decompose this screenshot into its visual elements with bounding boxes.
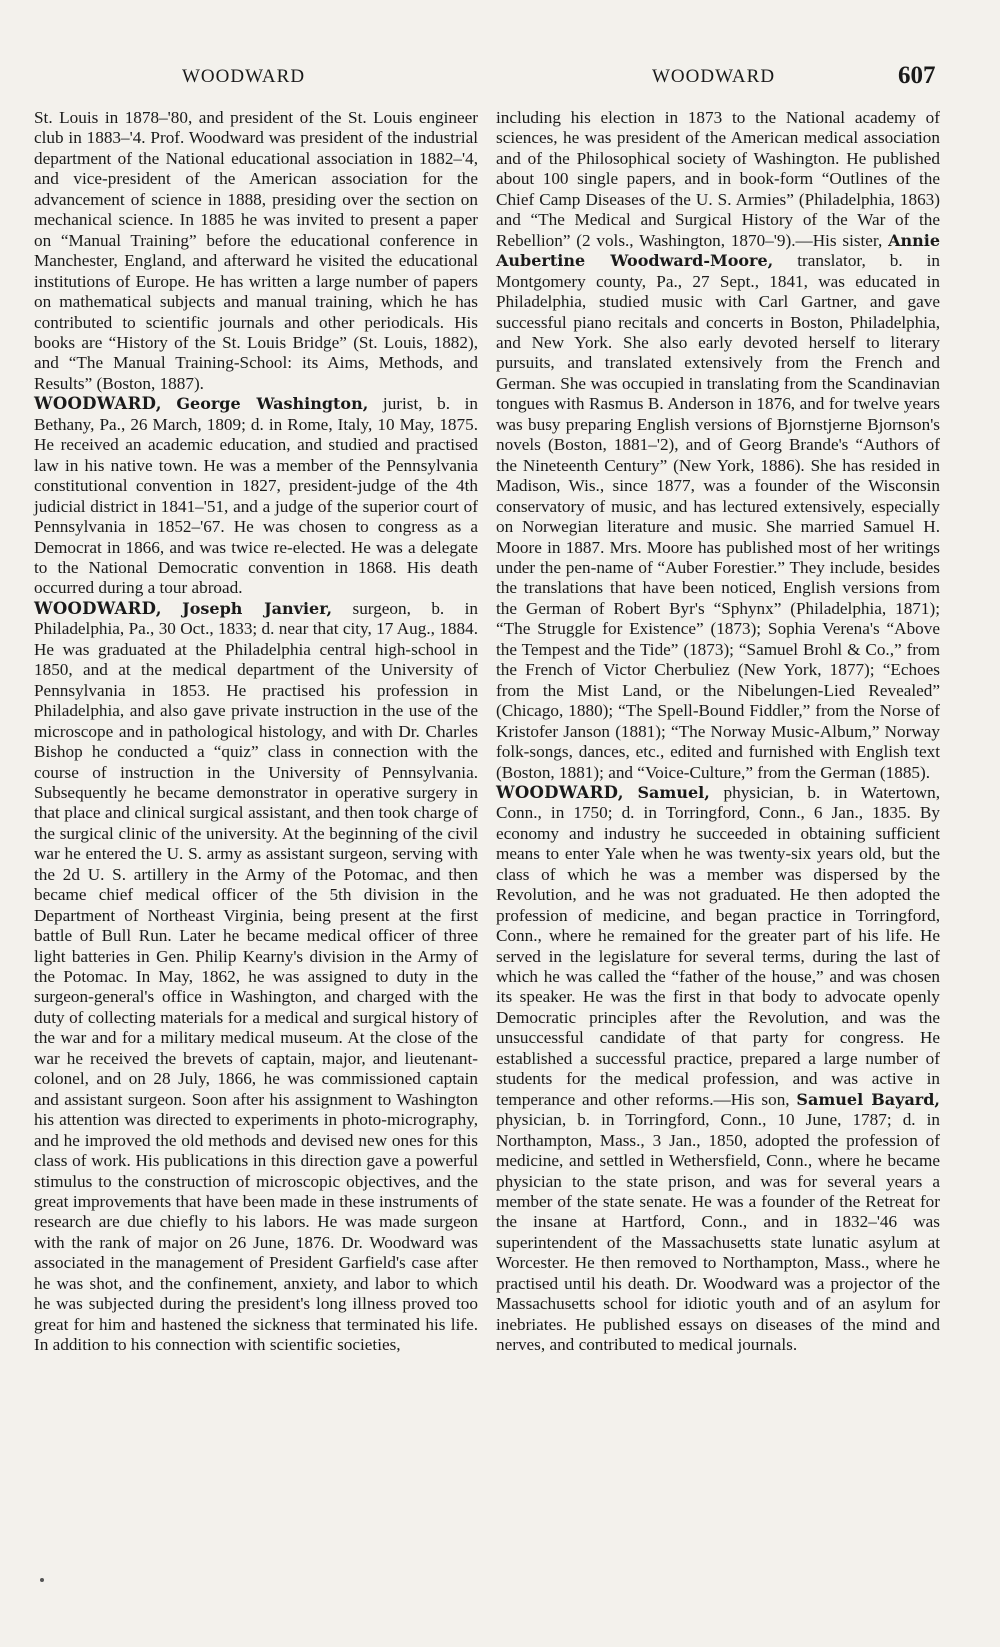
entry-headword-surname: WOODWARD, xyxy=(34,598,162,618)
sub-entry-name: Samuel Bayard, xyxy=(796,1089,940,1109)
entry-samuel-woodward xyxy=(496,783,940,1356)
entry-body: surgeon, b. in Philadelphia, Pa., 30 Oct., 1833; d. near that city, 17 Aug., 1884. He was graduated at the Philadelphia central high-school in 1850, and at the medical department of the University of Pennsylvania in 1853. He practised his profession in Philadelphia, and also gave private instruction in the use of the microscope and in pathological histology, and with Dr. Charles Bishop he conducted a “quiz” class in connection with the course of instruction in the University of Pennsylvania. Subsequently he became demonstrator in operative surgery in that place and clinical surgical assistant, and then took charge of the surgical clinic of the university. At the beginning of the civil war he entered the U. S. army as assistant surgeon, serving with the 2d U. S. artillery in the Army of the Potomac, and then became chief medical officer of the 5th division in the Department of Northeast Virginia, being present at the first battle of Bull Run. Later he became medical officer of three light batteries in Gen. Philip Kearny's division in the Army of the Potomac. In May, 1862, he was assigned to duty in the surgeon-general's office in Washington, and charged with the duty of collecting materials for a medical and surgical history of the war and for a military medical museum. At the close of the war he received the brevets of captain, major, and lieutenant-colonel, and on 28 July, 1866, he was commissioned captain and assistant surgeon. Soon after his assignment to Washington his attention was directed to experiments in photo-micrography, and he improved the old methods and devised new ones for this class of work. His publications in this direction gave a powerful stimulus to the construction of microscopic objectives, and the great improvements that have been made in these instruments of research are due chiefly to his labors. He was made surgeon with the rank of major on 26 June, 1876. Dr. Woodward was associated in the management of President Garfield's case after he was shot, and the confinement, anxiety, and labor to which he was subjected during the president's long illness proved too great for him and hastened the sickness that terminated his life. In addition to his connection with scientific societies, xyxy=(34,598,478,1355)
entry-headword-surname: WOODWARD, xyxy=(34,394,162,414)
paragraph-text: including his election in 1873 to the National academy of sciences, he was president of the American medical association and of the Philosophical society of Washington. He published about 100 single papers, and in book-form “Outlines of the Chief Camp Diseases of the U. S. Armies” (Philadelphia, 1863) and “The Medical and Surgical History of the War of the Rebellion” (2 vols., Washington, 1870–'9).—His sister, xyxy=(496,108,940,250)
page-number: 607 xyxy=(898,62,936,89)
continued-paragraph: St. Louis in 1878–'80, and president of the St. Louis engineer club in 1883–'4. Prof. Woodward was president of the industrial department of the National educational association in 1882–'4, and vice-president of the American association for the advancement of science in 1888, presiding over the section on mechanical science. In 1885 he was invited to present a paper on “Manual Training” before the educational conference in Manchester, England, and afterward he visited the educational institutions of Europe. He has written a large number of papers on mathematical subjects and manual training, which he has contributed to scientific journals and other periodicals. His books are “History of the St. Louis Bridge” (St. Louis, 1882), and “The Manual Training-School: its Aims, Methods, and Results” (Boston, 1887). xyxy=(34,108,478,393)
continued-paragraph xyxy=(496,108,940,783)
running-head xyxy=(0,62,1000,94)
right-column xyxy=(496,108,940,1356)
entry-headword-given: George Washington, xyxy=(176,394,369,414)
entry-body: physician, b. in Torringford, Conn., 10 June, 1787; d. in Northampton, Mass., 3 Jan., 1850, adopted the profession of medicine, and settled in Wethersfield, Conn., where he became physician to the state prison, and was for several years a member of the state senate. He was a founder of the Retreat for the insane at Hartford, Conn., and in 1832–'46 was superintendent of the Massachusetts state lunatic asylum at Worcester. He then removed to Northampton, Mass., where he practised until his death. Dr. Woodward was a projector of the Massachusetts school for idiotic youth and of an asylum for inebriates. He published essays on diseases of the mind and nerves, and contributed to medical journals. xyxy=(496,1110,940,1355)
left-column xyxy=(34,108,478,1356)
entry-body: jurist, b. in Bethany, Pa., 26 March, 1809; d. in Rome, Italy, 10 May, 1875. He received an academic education, and studied and practised law in his native town. He was a member of the Pennsylvania constitutional convention in 1827, president-judge of the 4th judicial district in 1841–'51, and a judge of the superior court of Pennsylvania in 1852–'67. He was chosen to congress as a Democrat in 1866, and was twice re-elected. He was a delegate to the National Democratic convention in 1868. His death occurred during a tour abroad. xyxy=(34,394,479,598)
entry-joseph-janvier-woodward xyxy=(34,599,478,1356)
ink-speck xyxy=(40,1578,44,1582)
entry-headword-given: Joseph Janvier, xyxy=(182,598,333,618)
sub-entry-name: Annie Aubertine Woodward-Moore, xyxy=(496,230,940,271)
entry-george-washington-woodward xyxy=(34,394,478,599)
running-head-right: WOODWARD xyxy=(652,66,776,87)
running-head-left: WOODWARD xyxy=(182,66,306,87)
paragraph-text: translator, b. in Montgomery county, Pa., 27 Sept., 1841, was educated in Philadelphia, studied music with Carl Gartner, and gave successful piano recitals and concerts in Boston, Philadelphia, and New York. She also early devoted herself to literary pursuits, and translated extensively from the French and German. She was occupied in translating from the Scandinavian tongues with Rasmus B. Anderson in 1876, and for twelve years was busy preparing English versions of Bjornstjerne Bjornson's novels (Boston, 1881–'2), and of Georg Brande's “Authors of the Nineteenth Century” (New York, 1886). She has resided in Madison, Wis., since 1877, was a founder of the Wisconsin conservatory of music, and has lectured extensively, especially on Norwegian literature and music. She married Samuel H. Moore in 1887. Mrs. Moore has published most of her writings under the pen-name of “Auber Forestier.” They include, besides the translations that have been noticed, English versions from the German of Robert Byr's “Sphynx” (Philadelphia, 1871); “The Struggle for Existence” (1873); Sophia Verena's “Above the Tempest and the Tide” (1873); “Samuel Brohl & Co.,” from the French of Victor Cherbuliez (New York, 1877); “Echoes from the Mist Land, or the Nibelungen-Lied Revealed” (Chicago, 1880); “The Spell-Bound Fiddler,” from the Norse of Kristofer Janson (1881); “The Norway Music-Album,” Norway folk-songs, dances, etc., edited and furnished with English text (Boston, 1881); and “Voice-Culture,” from the German (1885). xyxy=(496,251,941,782)
entry-body: physician, b. in Watertown, Conn., in 1750; d. in Torringford, Conn., 6 Jan., 1835. By economy and industry he succeeded in obtaining sufficient means to enter Yale when he was twenty-six years old, but the class of which he was a member was dispersed by the Revolution, and he was not graduated. He then adopted the profession of medicine, and began practice in Torringford, Conn., where he remained for the greater part of his life. He served in the legislature for several terms, during the last of which he was called the “father of the house,” and was chosen its speaker. He was the first in that body to advocate openly Democratic principles after the Revolution, and was the unsuccessful candidate of that party for congress. He established a successful practice, prepared a large number of students for the medical profession, and was active in temperance and other reforms.—His son, xyxy=(496,782,941,1109)
entry-headword-surname: WOODWARD, xyxy=(496,782,624,802)
entry-headword-given: Samuel, xyxy=(637,782,710,802)
